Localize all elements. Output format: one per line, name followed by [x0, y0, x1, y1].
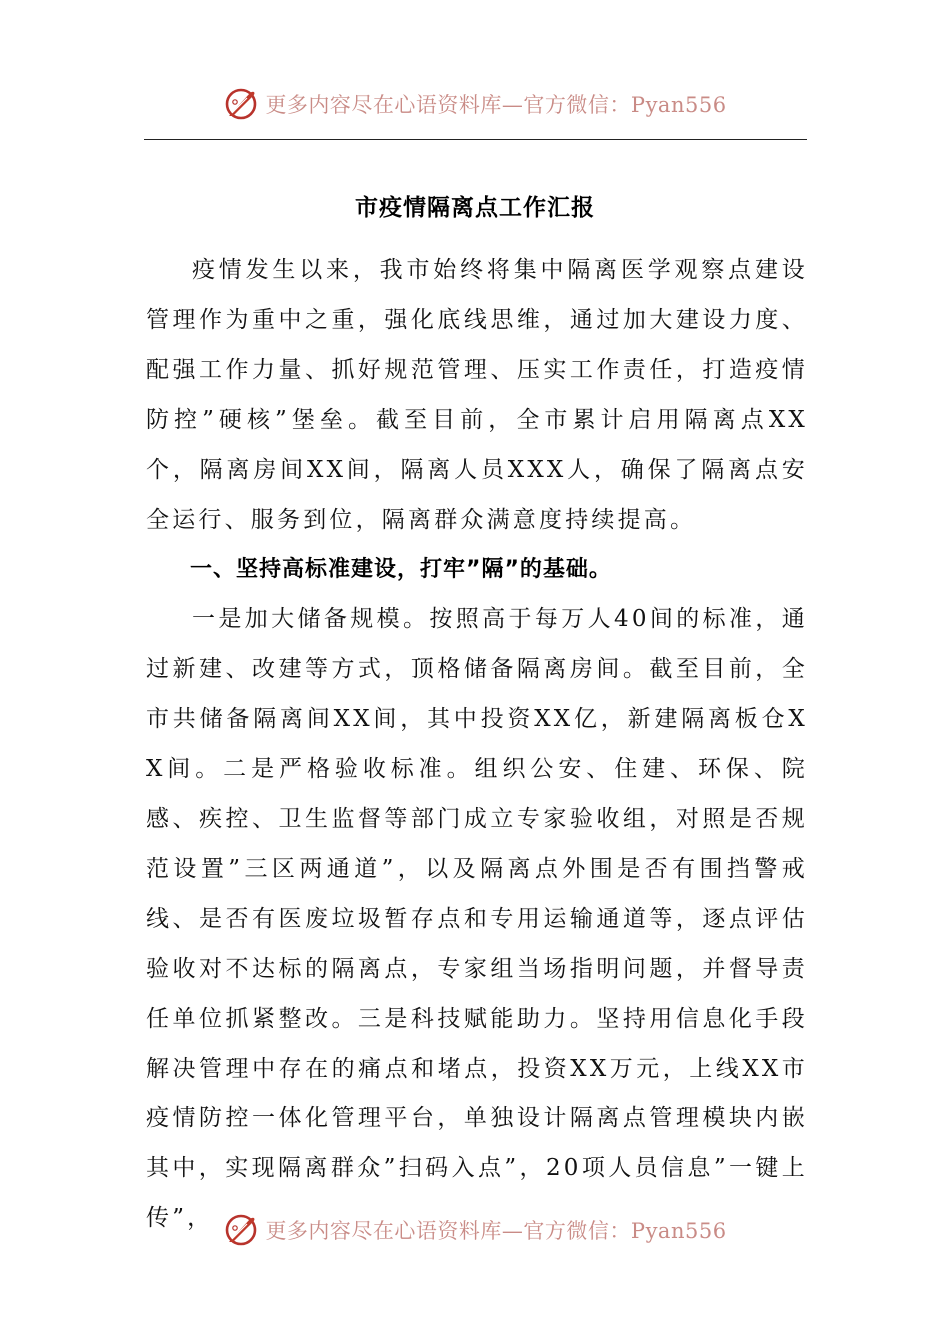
section-heading: 一、坚持高标准建设，打牢”隔”的基础。 — [190, 557, 612, 583]
watermark-text: 更多内容尽在心语资料库—官方微信：Pyan556 — [265, 1219, 727, 1243]
header-divider — [144, 139, 807, 140]
quill-circle-logo-icon — [223, 1212, 259, 1248]
document-body — [146, 246, 808, 1244]
document-title: 市疫情隔离点工作汇报 — [355, 194, 595, 222]
section-paragraph: 一是加大储备规模。按照高于每万人40间的标准，通过新建、改建等方式，顶格储备隔离房间。截至目前，全市共储备隔离间XX间，其中投资XX亿，新建隔离板仓XX间。二是严格验收标准。组织公安、住建、环保、院感、疾控、卫生监督等部门成立专家验收组，对照是否规范设置”三区两通道”，以及隔离点外围是否有围挡警戒线、是否有医废垃圾暂存点和专用运输通道等，逐点评估验收对不达标的隔离点，专家组当场指明问题，并督导责任单位抓紧整改。三是科技赋能助力。坚持用信息化手段解决管理中存在的痛点和堵点，投资XX万元，上线XX市疫情防控一体化管理平台，单独设计隔离点管理模块内嵌其中，实现隔离群众”扫码入点”，20项人员信息”一键上传”， — [146, 606, 808, 1232]
quill-circle-logo-icon — [223, 86, 259, 122]
intro-paragraph: 疫情发生以来，我市始终将集中隔离医学观察点建设管理作为重中之重，强化底线思维，通过加大建设力度、配强工作力量、抓好规范管理、压实工作责任，打造疫情防控”硬核”堡垒。截至目前，全市累计启用隔离点XX个，隔离房间XX间，隔离人员XXX人，确保了隔离点安全运行、服务到位，隔离群众满意度持续提高。 — [146, 257, 808, 533]
watermark-text: 更多内容尽在心语资料库—官方微信：Pyan556 — [265, 93, 727, 117]
footer-watermark — [0, 1208, 950, 1252]
header-watermark — [0, 82, 950, 126]
